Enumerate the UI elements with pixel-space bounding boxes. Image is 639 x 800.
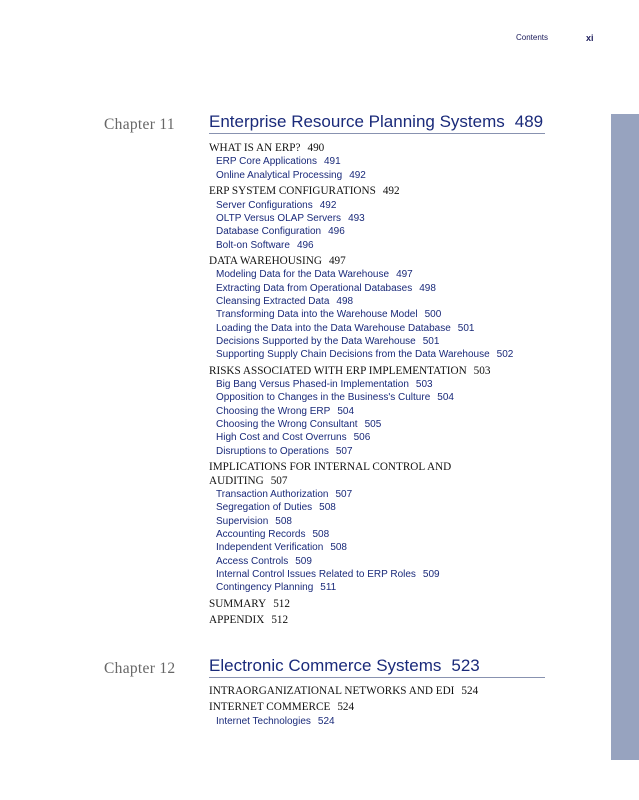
item-page: 498 [419,282,436,294]
section-page: 497 [328,254,346,267]
item-page: 505 [364,419,382,431]
item-page: 511 [320,582,337,594]
item-page: 503 [415,379,433,391]
section-page: 524 [337,701,355,714]
section-title: RISKS ASSOCIATED WITH ERP IMPLEMENTATION [209,364,467,377]
item-title: OLTP Versus OLAP Servers [216,212,342,224]
item-page: 491 [323,156,341,168]
item-page: 498 [336,295,354,307]
toc-item[interactable] [209,528,569,541]
item-page: 501 [422,336,440,347]
item-title: Supporting Supply Chain Decisions from the Data Warehouse [216,349,490,361]
toc-item[interactable] [209,541,569,554]
toc-item[interactable] [209,225,569,238]
toc-section[interactable] [209,685,569,698]
header-label: Contents [516,33,549,42]
section-title: IMPLICATIONS FOR INTERNAL CONTROL AND AUDITING [209,461,452,487]
toc-item[interactable] [209,348,569,361]
chapter-title-text: Electronic Commerce Systems [209,656,442,675]
toc-item[interactable] [209,445,569,458]
chapter-11-sections [209,139,569,628]
toc-item[interactable] [209,169,569,182]
toc-item[interactable] [209,378,569,391]
toc-item[interactable] [209,405,569,418]
item-title: Supervision [216,515,269,527]
item-title: Accounting Records [216,529,306,540]
chapter-12-sections [209,682,569,728]
toc-item[interactable] [209,212,569,225]
item-title: Database Configuration [216,226,322,238]
section-title: INTRAORGANIZATIONAL NETWORKS AND EDI [209,685,455,697]
chapter-title[interactable] [209,656,545,678]
item-page: 524 [317,715,335,727]
item-title: ERP Core Applications [216,156,317,168]
chapter-label: Chapter 11 [104,116,175,133]
item-title: Decisions Supported by the Data Warehouse [216,336,416,347]
item-page: 509 [295,555,312,567]
item-title: Opposition to Changes in the Business's Culture [216,392,431,404]
item-page: 504 [337,405,355,417]
item-page: 496 [296,239,314,251]
section-page: 507 [270,474,288,487]
section-title: ERP SYSTEM CONFIGURATIONS [209,185,376,198]
section-page: 492 [382,185,400,198]
section-page: 490 [307,142,325,154]
toc-item[interactable] [209,568,569,581]
toc-item[interactable] [209,431,569,444]
toc-section[interactable] [209,598,569,611]
section-page: 503 [473,364,491,377]
section-page: 512 [271,614,289,627]
toc-item[interactable] [209,418,569,431]
toc-item[interactable] [209,501,569,514]
section-title: INTERNET COMMERCE [209,701,331,714]
running-header [0,33,639,47]
toc-item[interactable] [209,715,569,728]
item-title: Choosing the Wrong Consultant [216,419,358,431]
section-title: WHAT IS AN ERP? [209,142,301,154]
item-page: 492 [349,169,366,181]
item-page: 508 [319,502,336,514]
item-page: 507 [335,445,353,457]
item-title: Modeling Data for the Data Warehouse [216,269,390,281]
item-title: Transforming Data into the Warehouse Model [216,309,418,321]
item-page: 507 [335,488,353,500]
toc-item[interactable] [209,308,569,321]
toc-item[interactable] [209,295,569,308]
item-page: 500 [424,309,442,321]
item-title: Segregation of Duties [216,502,313,514]
toc-item[interactable] [209,335,569,348]
toc-item[interactable] [209,322,569,335]
item-page: 502 [496,349,514,361]
toc-item[interactable] [209,282,569,295]
item-title: Big Bang Versus Phased-in Implementation [216,379,409,391]
toc-section[interactable] [209,461,469,488]
item-title: Disruptions to Operations [216,445,329,457]
toc-item[interactable] [209,239,569,252]
toc-section[interactable] [209,614,569,627]
item-page: 508 [312,529,330,540]
item-title: Internal Control Issues Related to ERP Roles [216,569,416,581]
item-page: 508 [275,515,292,527]
item-page: 497 [396,269,413,281]
section-title: DATA WAREHOUSING [209,254,322,267]
item-title: Internet Technologies [216,715,311,727]
item-title: Server Configurations [216,199,313,211]
item-title: Choosing the Wrong ERP [216,405,331,417]
item-title: Transaction Authorization [216,488,329,500]
section-title: SUMMARY [209,597,267,610]
item-title: Contingency Planning [216,582,314,594]
toc-section[interactable] [209,142,569,155]
item-page: 501 [457,322,475,334]
item-page: 508 [330,542,347,554]
chapter-title[interactable] [209,112,545,134]
chapter-label: Chapter 12 [104,660,176,677]
item-title: High Cost and Cost Overruns [216,432,347,444]
toc-item[interactable] [209,515,569,528]
section-page: 512 [273,597,290,610]
side-tab [611,114,639,760]
chapter-title-text: Enterprise Resource Planning Systems [209,112,505,131]
item-page: 506 [353,432,371,444]
item-title: Access Controls [216,555,289,567]
item-title: Bolt-on Software [216,239,290,251]
toc-item[interactable] [209,391,569,404]
toc-item[interactable] [209,155,569,168]
item-title: Extracting Data from Operational Databases [216,282,413,294]
chapter-page: 489 [514,112,544,131]
item-page: 493 [348,212,365,224]
item-page: 509 [422,569,440,581]
item-title: Loading the Data into the Data Warehouse Database [216,322,451,334]
chapter-page: 523 [451,656,480,675]
section-title: APPENDIX [209,614,265,627]
toc-item[interactable] [209,555,569,568]
item-title: Cleansing Extracted Data [216,295,330,307]
toc-item[interactable] [209,581,569,594]
toc-item[interactable] [209,488,569,501]
header-page-number: xi [586,33,594,43]
toc-section[interactable] [209,255,569,268]
section-page: 524 [461,685,479,697]
toc-section[interactable] [209,701,569,714]
toc-section[interactable] [209,185,569,198]
item-title: Online Analytical Processing [216,169,343,181]
toc-item[interactable] [209,199,569,212]
item-page: 496 [328,226,345,238]
item-page: 504 [437,392,454,404]
toc-section[interactable] [209,365,569,378]
toc-item[interactable] [209,268,569,281]
item-title: Independent Verification [216,542,324,554]
item-page: 492 [319,199,337,211]
